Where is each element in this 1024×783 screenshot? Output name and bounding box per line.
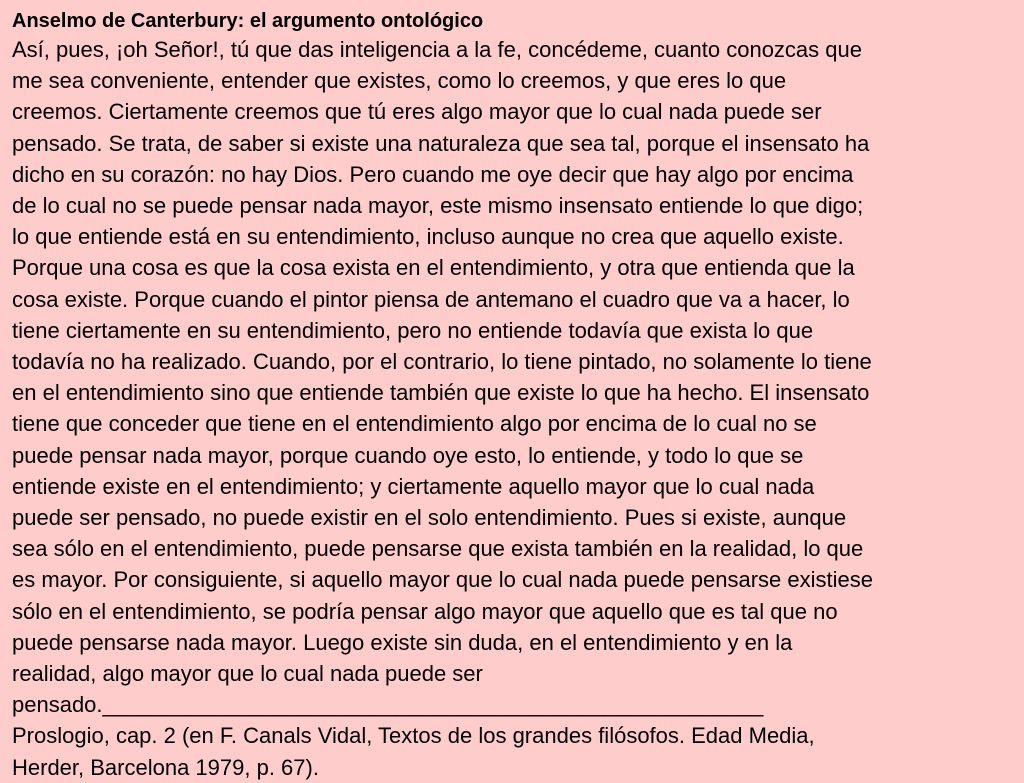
body-line: pensado.______________________________________________________	[12, 692, 764, 718]
slide-content	[12, 8, 1020, 783]
citation-line: Herder, Barcelona 1979, p. 67).	[12, 754, 319, 780]
body-line: creemos. Ciertamente creemos que tú eres algo mayor que lo cual nada puede ser	[12, 99, 822, 125]
body-line: todavía no ha realizado. Cuando, por el contrario, lo tiene pintado, no solamente lo tiene	[12, 349, 872, 375]
body-line: sólo en el entendimiento, se podría pensar algo mayor que aquello que es tal que no	[12, 598, 838, 624]
body-line: puede pensar nada mayor, porque cuando oye esto, lo entiende, y todo lo que se	[12, 442, 804, 468]
body-line: Así, pues, ¡oh Señor!, tú que das inteligencia a la fe, concédeme, cuanto conozcas que	[12, 37, 862, 62]
citation-line: Proslogio, cap. 2 (en F. Canals Vidal, Textos de los grandes filósofos. Edad Media,	[12, 723, 815, 749]
body-paragraph	[12, 34, 1020, 720]
body-line: tiene que conceder que tiene en el entendimiento algo por encima de lo cual no se	[12, 411, 817, 437]
citation-paragraph	[12, 720, 1020, 782]
body-line: tiene ciertamente en su entendimiento, pero no entiende todavía que exista lo que	[12, 317, 814, 343]
body-line: sea sólo en el entendimiento, puede pensarse que exista también en la realidad, lo que	[12, 536, 864, 562]
body-line: de lo cual no se puede pensar nada mayor, este mismo insensato entiende lo que digo;	[12, 193, 864, 219]
body-line: me sea conveniente, entender que existes, como lo creemos, y que eres lo que	[12, 68, 787, 94]
body-line: en el entendimiento sino que entiende también que existe lo que ha hecho. El insensato	[12, 380, 870, 406]
body-line: es mayor. Por consiguiente, si aquello mayor que lo cual nada puede pensarse existiese	[12, 567, 873, 593]
body-line: cosa existe. Porque cuando el pintor piensa de antemano el cuadro que va a hacer, lo	[12, 286, 850, 312]
body-line: realidad, algo mayor que lo cual nada puede ser	[12, 661, 483, 687]
document-title: Anselmo de Canterbury: el argumento ontológico	[12, 10, 484, 32]
body-line: Porque una cosa es que la cosa exista en el entendimiento, y otra que entienda que la	[12, 255, 855, 281]
body-line: pensado. Se trata, de saber si existe una naturaleza que sea tal, porque el insensato ha	[12, 130, 870, 156]
body-line: dicho en su corazón: no hay Dios. Pero cuando me oye decir que hay algo por encima	[12, 161, 854, 187]
body-line: puede ser pensado, no puede existir en el solo entendimiento. Pues si existe, aunque	[12, 505, 847, 531]
body-line: entiende existe en el entendimiento; y ciertamente aquello mayor que lo cual nada	[12, 473, 815, 499]
body-line: puede pensarse nada mayor. Luego existe sin duda, en el entendimiento y en la	[12, 629, 793, 655]
body-line: lo que entiende está en su entendimiento, incluso aunque no crea que aquello existe.	[12, 224, 844, 250]
